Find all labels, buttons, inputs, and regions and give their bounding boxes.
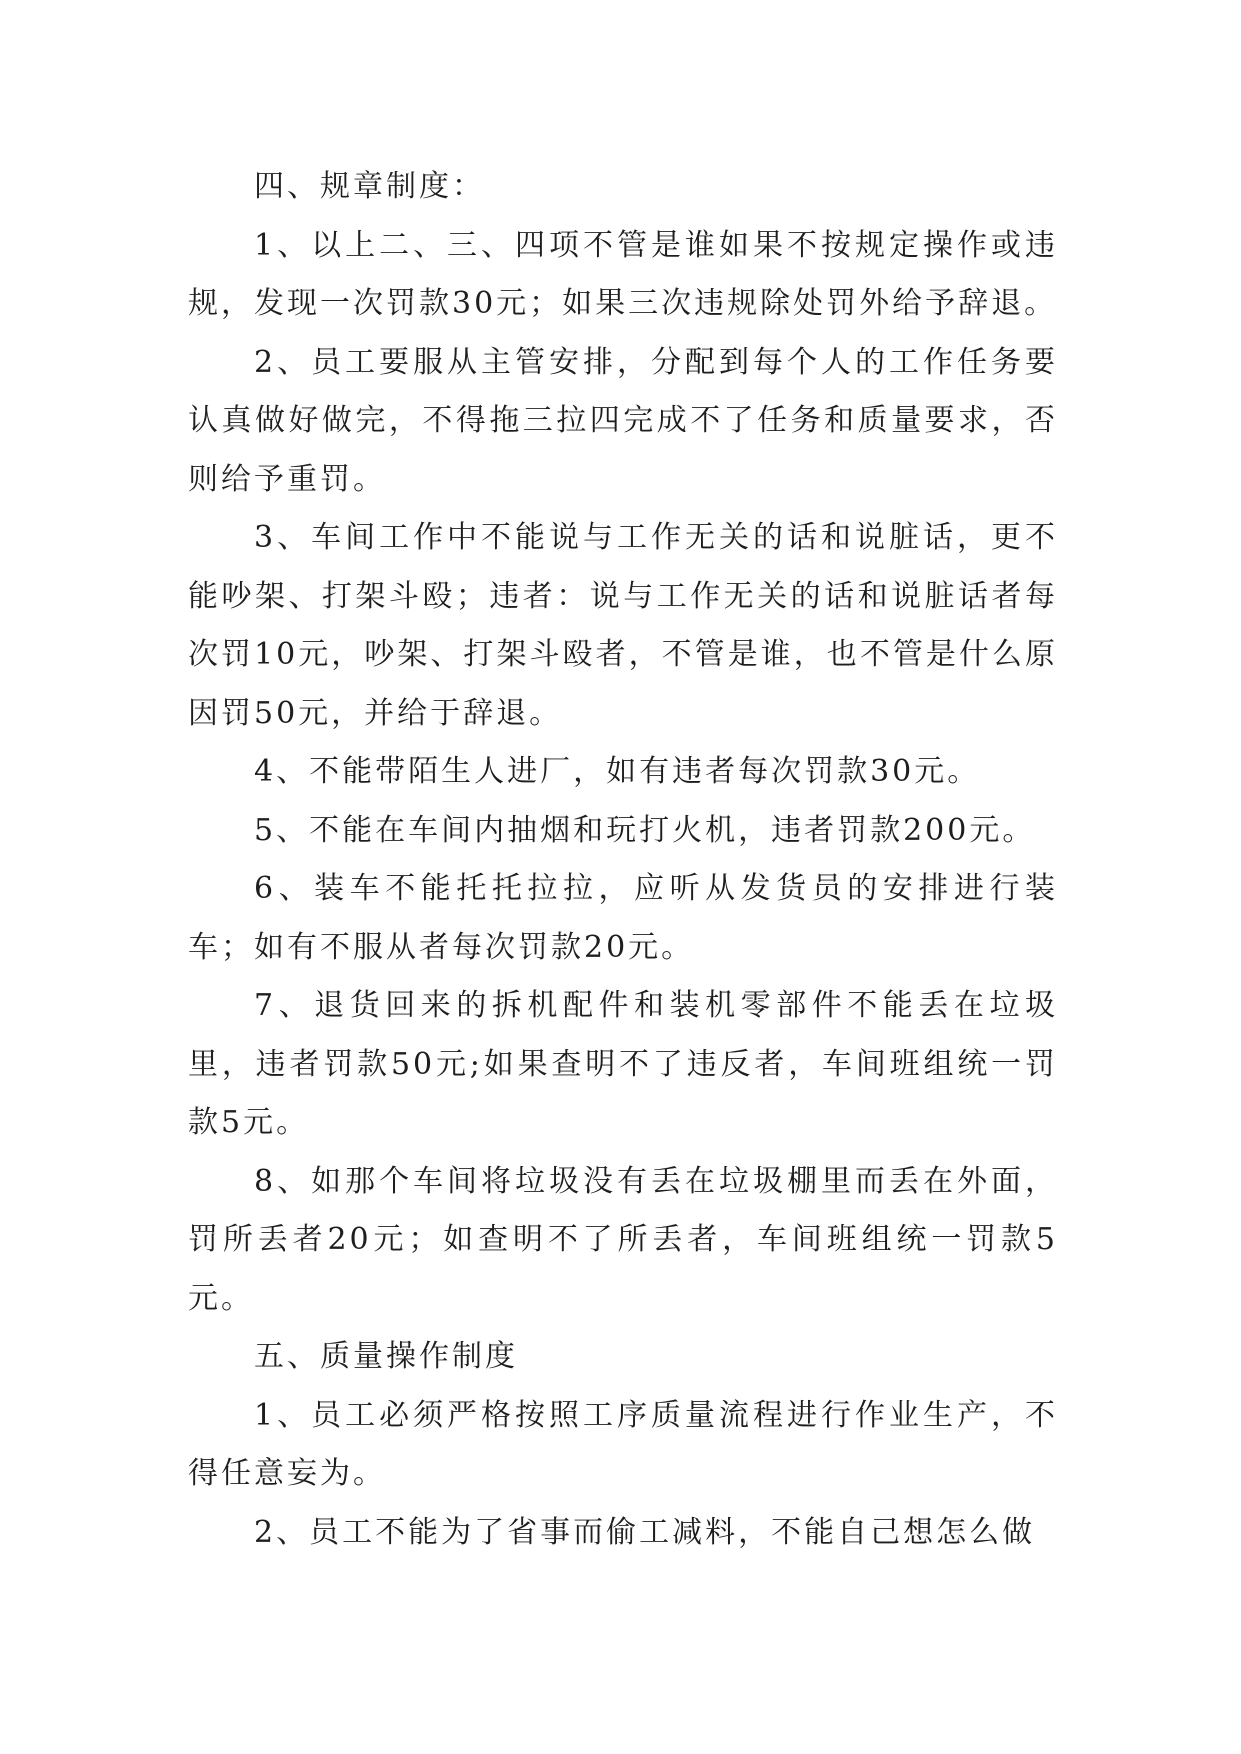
rule-paragraph-5: 5、不能在车间内抽烟和玩打火机，违者罚款200元。 (254, 812, 1036, 848)
rule-paragraph-8: 8、如那个车间将垃圾没有丢在垃圾棚里而丢在外面，罚所丢者20元；如查明不了所丢者，车间班组统一罚款5元。 (188, 1163, 1058, 1316)
section-heading-quality: 五、质量操作制度 (254, 1339, 518, 1374)
rule-paragraph-7: 7、退货回来的拆机配件和装机零部件不能丢在垃圾里，违者罚款50元;如果查明不了违反者，车间班组统一罚款5元。 (188, 988, 1058, 1140)
rule-paragraph-6: 6、装车不能托托拉拉，应听从发货员的安排进行装车；如有不服从者每次罚款20元。 (188, 871, 1058, 965)
quality-paragraph-2: 2、员工不能为了省事而偷工减料，不能自己想怎么做 (254, 1514, 1036, 1550)
rule-paragraph-2: 2、员工要服从主管安排，分配到每个人的工作任务要认真做好做完，不得拖三拉四完成不了任务和质量要求，否则给予重罚。 (188, 344, 1058, 497)
quality-paragraph-1: 1、员工必须严格按照工序质量流程进行作业生产，不得任意妄为。 (188, 1397, 1058, 1491)
rule-paragraph-1: 1、以上二、三、四项不管是谁如果不按规定操作或违规，发现一次罚款30元；如果三次违规除处罚外给予辞退。 (188, 227, 1058, 321)
rule-paragraph-4: 4、不能带陌生人进厂，如有违者每次罚款30元。 (254, 754, 981, 789)
section-heading-rules: 四、规章制度： (254, 169, 485, 204)
rule-paragraph-3: 3、车间工作中不能说与工作无关的话和说脏话，更不能吵架、打架斗殴；违者：说与工作无关的话和说脏话者每次罚10元，吵架、打架斗殴者，不管是谁，也不管是什么原因罚50元，并给于辞退。 (188, 520, 1058, 731)
document-body (188, 158, 1058, 1562)
